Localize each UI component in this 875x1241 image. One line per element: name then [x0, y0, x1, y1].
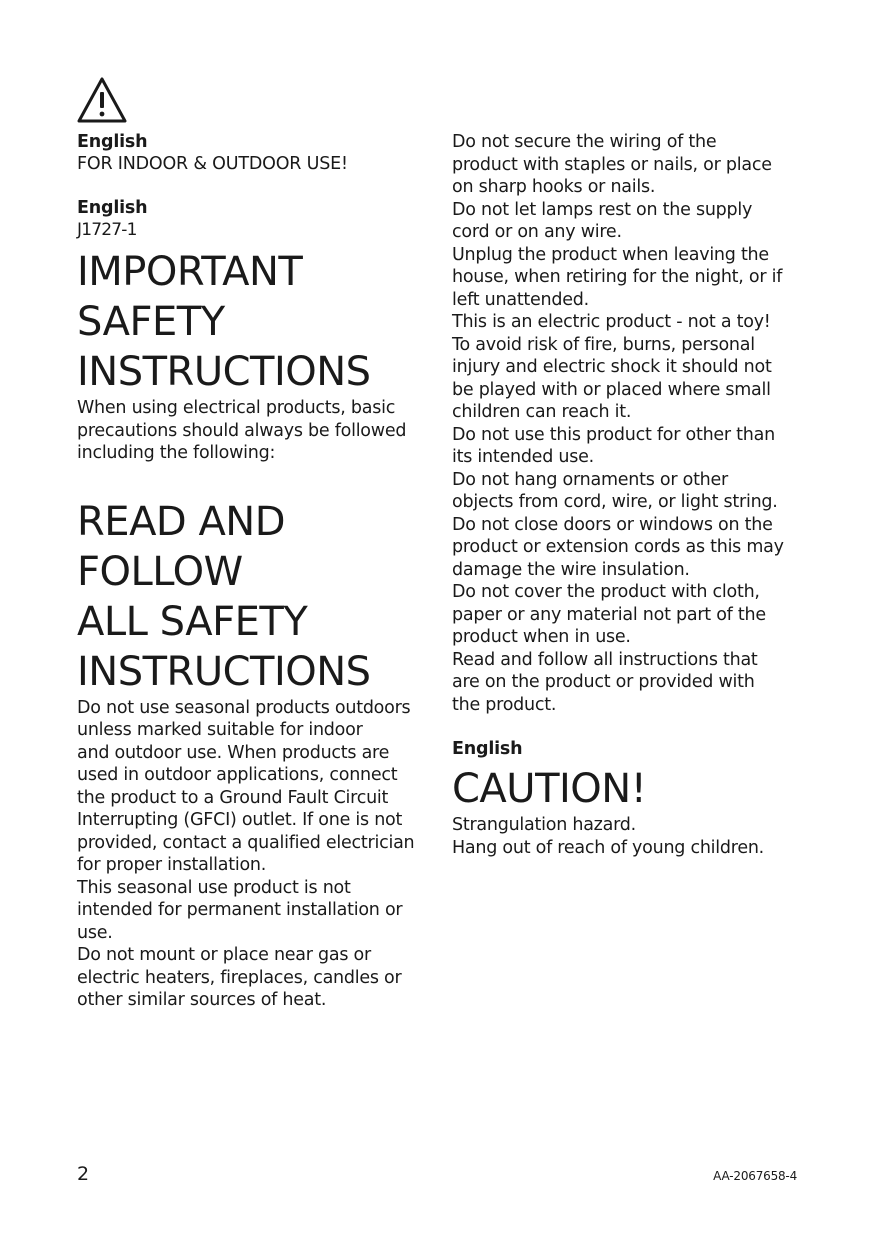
warning-triangle-icon [76, 76, 128, 124]
language-label: English [77, 198, 148, 218]
intro-paragraph: When using electrical products, basic precautions should always be followed including the following: [77, 398, 407, 463]
caution-text: Strangulation hazard. Hang out of reach of young children. [452, 815, 764, 858]
safety-body-left: Do not use seasonal products outdoors unless marked suitable for indoor and outdoor use. When products are used in outdoor applications, connect the product to a Ground Fault Circuit Interrupting (GFCI) outlet. If one is not provided, contact a qualified electrician for proper installation. This seasonal use product is not intended for permanent installation or use. Do not mount or place near gas or electric heaters, fireplaces, candles or other similar sources of heat. [77, 697, 415, 1010]
language-label: English [77, 132, 148, 152]
caution-heading: CAUTION! [452, 766, 647, 812]
left-column [77, 131, 437, 1012]
indoor-outdoor-notice: FOR INDOOR & OUTDOOR USE! [77, 154, 348, 174]
document-code: AA-2067658-4 [713, 1169, 797, 1183]
standard-code: J1727-1 [77, 220, 137, 240]
safety-body-right: Do not secure the wiring of the product with staples or nails, or place on sharp hooks or nails. Do not let lamps rest on the supply cord or on any wire. Unplug the product when leaving the house, when retiring for the night, or if left unattended. This is an electric product - not a toy! To avoid risk of fire, burns, personal injury and electric shock it should not be played with or placed where small children can reach it. Do not use this product for other than its intended use. Do not hang ornaments or other objects from cord, wire, or light string. Do not close doors or windows on the product or extension cords as this may damage the wire insulation. Do not cover the product with cloth, paper or any material not part of the product when in use. Read and follow all instructions that are on the product or provided with the product. [452, 132, 784, 715]
right-column [452, 131, 802, 859]
page-number: 2 [77, 1163, 90, 1185]
important-safety-heading: IMPORTANT SAFETY INSTRUCTIONS [77, 249, 371, 395]
read-and-follow-heading: READ AND FOLLOW ALL SAFETY INSTRUCTIONS [77, 498, 371, 695]
language-label: English [452, 739, 523, 759]
